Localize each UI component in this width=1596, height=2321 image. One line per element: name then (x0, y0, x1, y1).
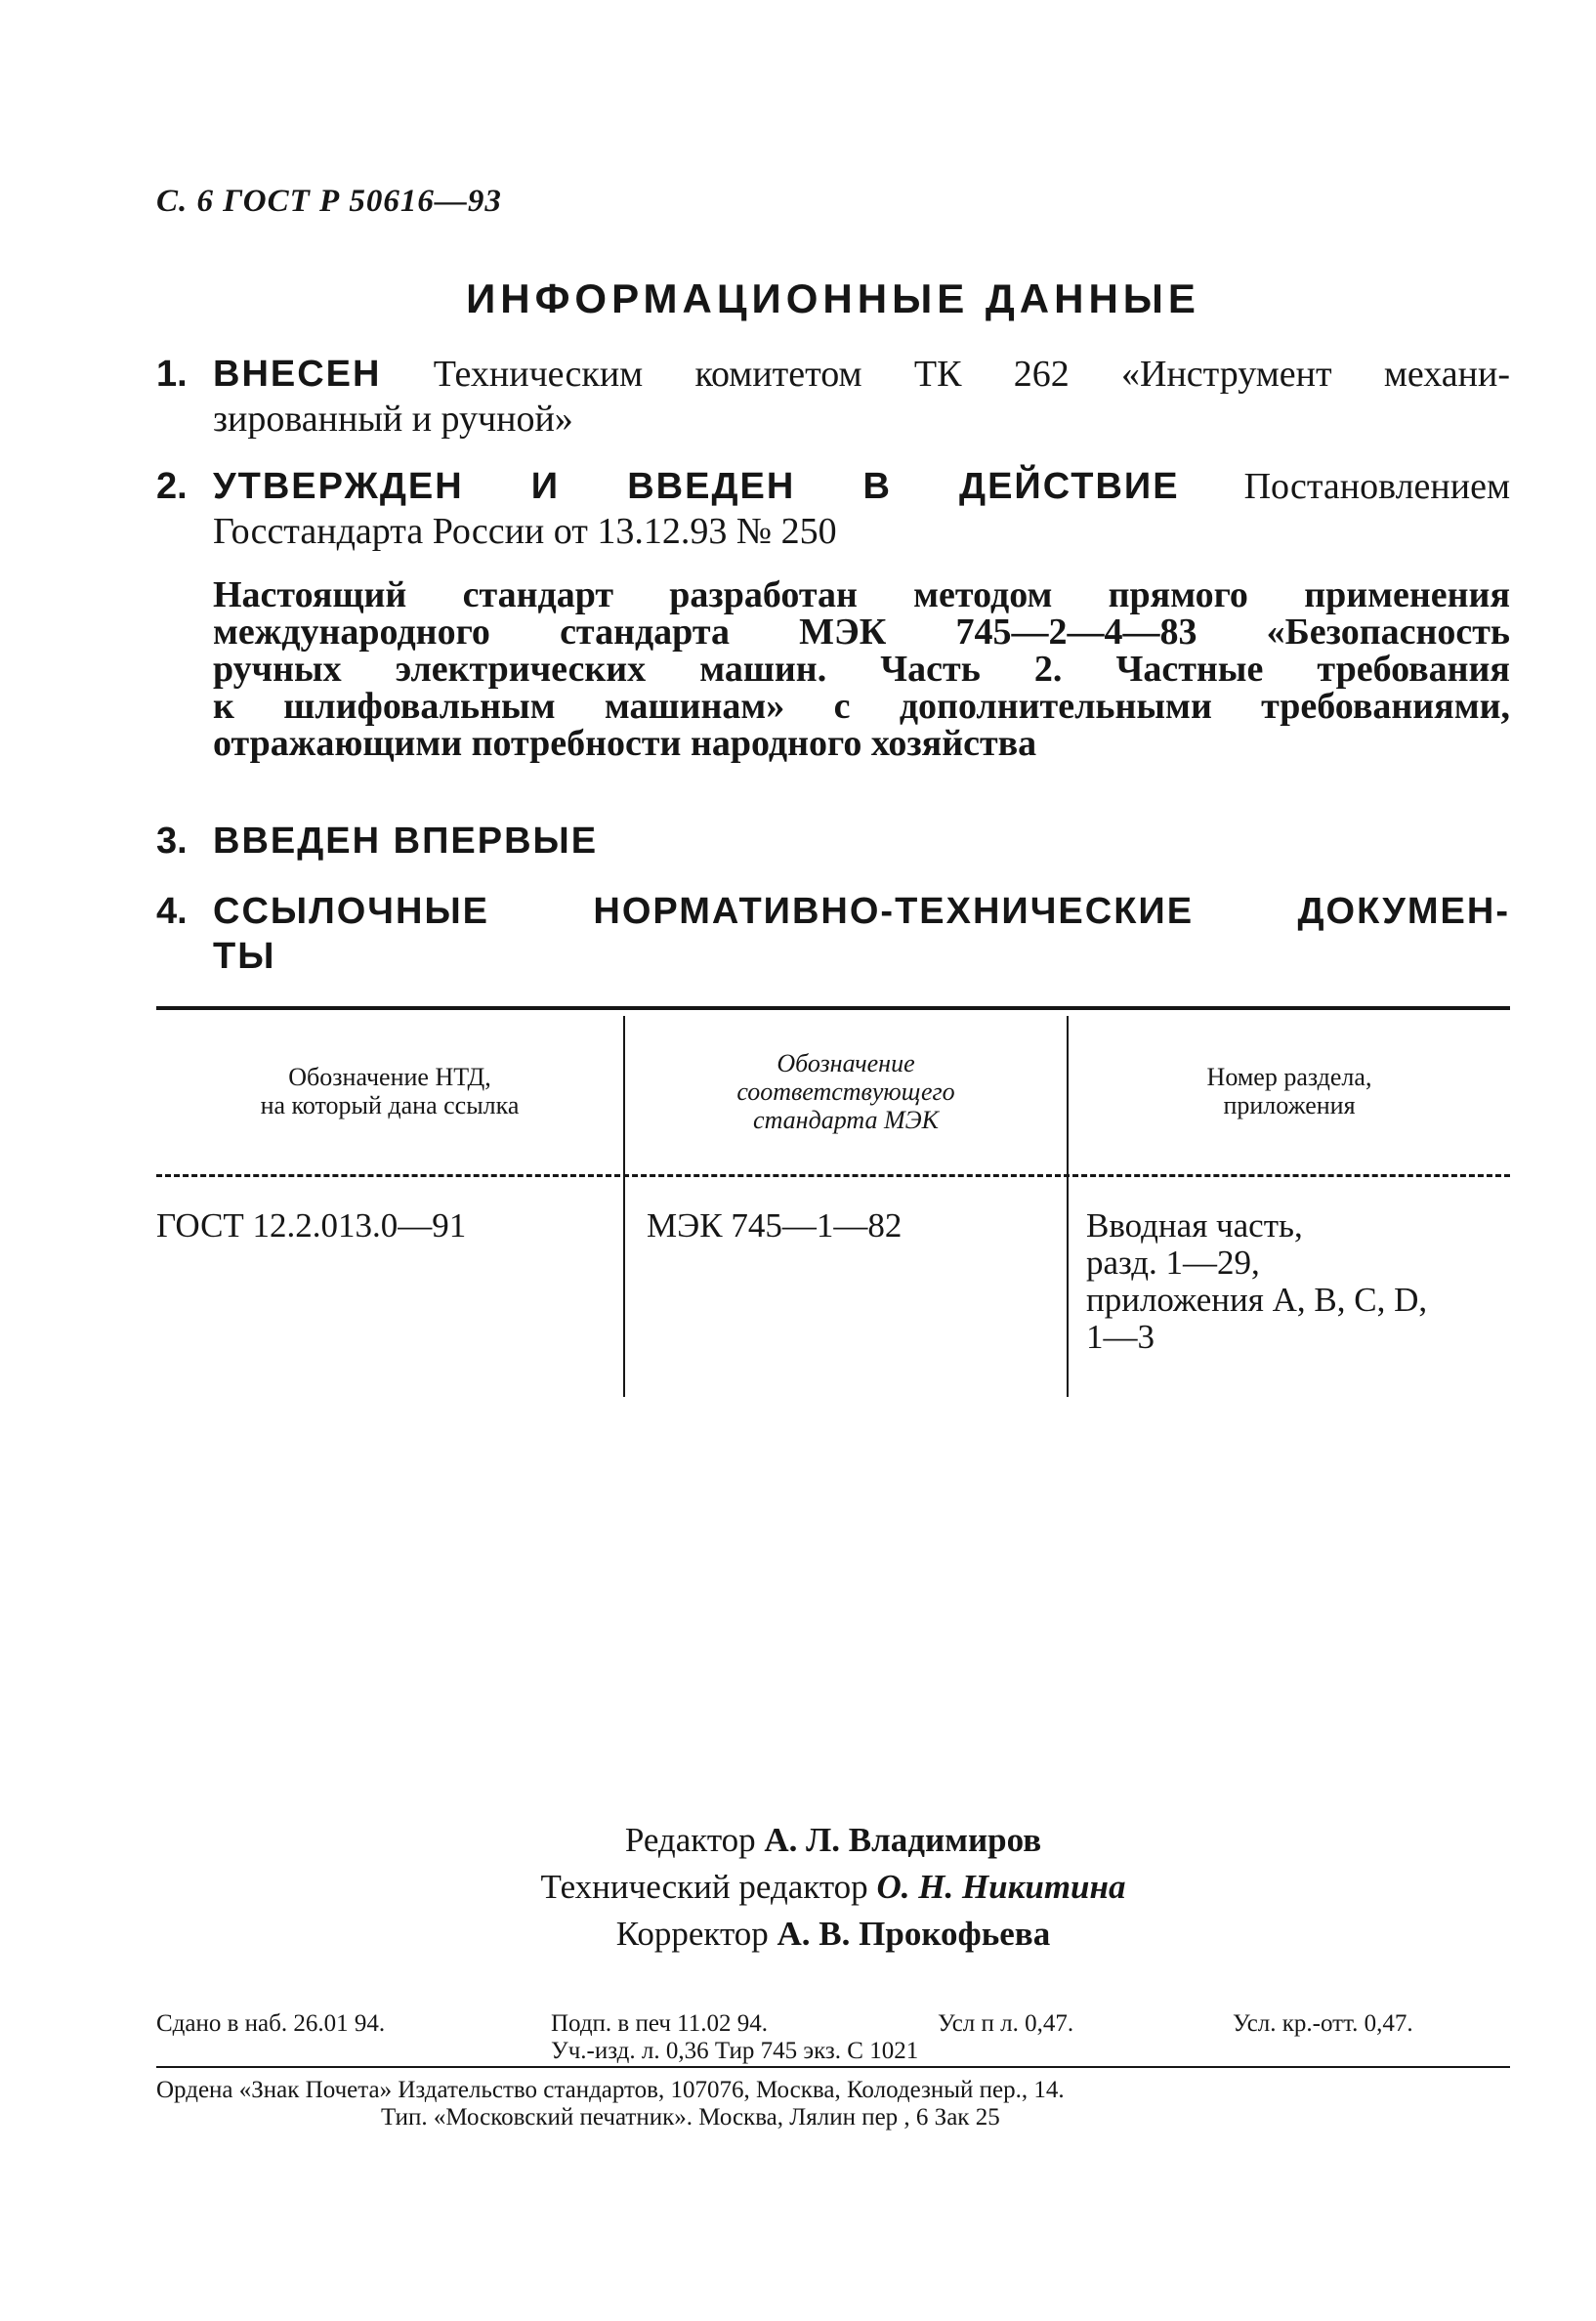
cell-line: приложения А, В, С, D, (1086, 1281, 1428, 1319)
imprint-run: Уч.-изд. л. 0,36 Тир 745 экз. С 1021 (551, 2038, 919, 2064)
cell-line: Вводная часть, (1086, 1206, 1303, 1245)
standard-note (213, 576, 1510, 762)
item-number: 4. (156, 891, 188, 932)
info-item-2 (156, 464, 1510, 554)
table-cell-section (1086, 1207, 1427, 1356)
item-lead: ВВЕДЕН ВПЕРВЫЕ (213, 821, 599, 862)
item-line: Госстандарта России от 13.12.93 № 250 (213, 511, 837, 552)
table-cell-ntd: ГОСТ 12.2.013.0—91 (156, 1206, 467, 1245)
header-line: на который дана ссылка (260, 1091, 520, 1119)
header-line: Обозначение (777, 1049, 915, 1077)
item-text: Техническим комитетом ТК 262 «Инструмент механи- (381, 354, 1510, 395)
credit-role: Редактор (624, 1821, 765, 1859)
header-line: Номер раздела, (1206, 1063, 1372, 1091)
cell-line: 1—3 (1086, 1318, 1155, 1356)
credit-line (156, 1864, 1510, 1911)
table-header-ntd (156, 1063, 623, 1119)
imprint-rule (156, 2066, 1510, 2068)
credit-role: Корректор (615, 1915, 777, 1953)
credit-name: А. В. Прокофьева (777, 1915, 1051, 1953)
note-line: отражающими потребности народного хозяйства (213, 723, 1037, 764)
imprint-printer: Тип. «Московский печатник». Москва, Лялин пер , 6 Зак 25 (381, 2104, 1000, 2131)
table-top-rule (156, 1006, 1510, 1010)
document-title: ИНФОРМАЦИОННЫЕ ДАННЫЕ (466, 275, 1200, 321)
table-cell-iec: МЭК 745—1—82 (647, 1206, 903, 1245)
info-item-4 (156, 889, 1510, 979)
credit-line (156, 1817, 1510, 1864)
imprint-publisher: Ордена «Знак Почета» Издательство стандартов, 107076, Москва, Колодезный пер., 14. (156, 2077, 1065, 2103)
header-line: соответствующего (736, 1077, 955, 1106)
info-item-1 (156, 352, 1510, 442)
item-lead: УТВЕРЖДЕН И ВВЕДЕН В ДЕЙСТВИЕ (213, 466, 1180, 507)
table-header-iec (625, 1049, 1067, 1134)
credit-line (156, 1911, 1510, 1958)
table-header-rule (156, 1174, 1510, 1177)
info-item-3 (156, 819, 1510, 864)
table-header-section (1069, 1063, 1510, 1119)
credits-block (156, 1817, 1510, 1958)
cell-line: разд. 1—29, (1086, 1244, 1260, 1282)
item-lead: ВНЕСЕН (213, 354, 382, 395)
header-line: Обозначение НТД, (288, 1063, 491, 1091)
credit-name: О. Н. Никитина (876, 1868, 1126, 1906)
item-number: 2. (156, 466, 188, 507)
note-line: международного стандарта МЭК 745—2—4—83 «Безопасность (213, 612, 1510, 653)
item-line: зированный и ручной» (213, 399, 573, 440)
item-text: Постановлением (1179, 466, 1510, 507)
note-line: Настоящий стандарт разработан методом прямого применения (213, 574, 1510, 615)
item-line: ССЫЛОЧНЫЕ НОРМАТИВНО-ТЕХНИЧЕСКИЕ ДОКУМЕН- (213, 891, 1510, 932)
item-number: 1. (156, 354, 188, 395)
item-line (213, 352, 1510, 397)
note-line: ручных электрических машин. Часть 2. Частные требования (213, 649, 1510, 690)
item-number: 3. (156, 821, 188, 862)
imprint-color-prints: Усл. кр.-отт. 0,47. (1233, 2010, 1413, 2037)
imprint-submitted: Сдано в наб. 26.01 94. (156, 2010, 386, 2037)
header-line: стандарта МЭК (753, 1106, 939, 1134)
credit-name: А. Л. Владимиров (764, 1821, 1042, 1859)
page-header: С. 6 ГОСТ Р 50616—93 (156, 184, 502, 219)
imprint-print-sheets: Усл п л. 0,47. (938, 2010, 1074, 2037)
item-line: ТЫ (213, 936, 276, 977)
note-line: к шлифовальным машинам» с дополнительными требованиями, (213, 686, 1510, 727)
credit-role: Технический редактор (540, 1868, 877, 1906)
imprint-signed: Подп. в печ 11.02 94. (551, 2010, 768, 2037)
item-line (213, 464, 1510, 509)
header-line: приложения (1223, 1091, 1356, 1119)
